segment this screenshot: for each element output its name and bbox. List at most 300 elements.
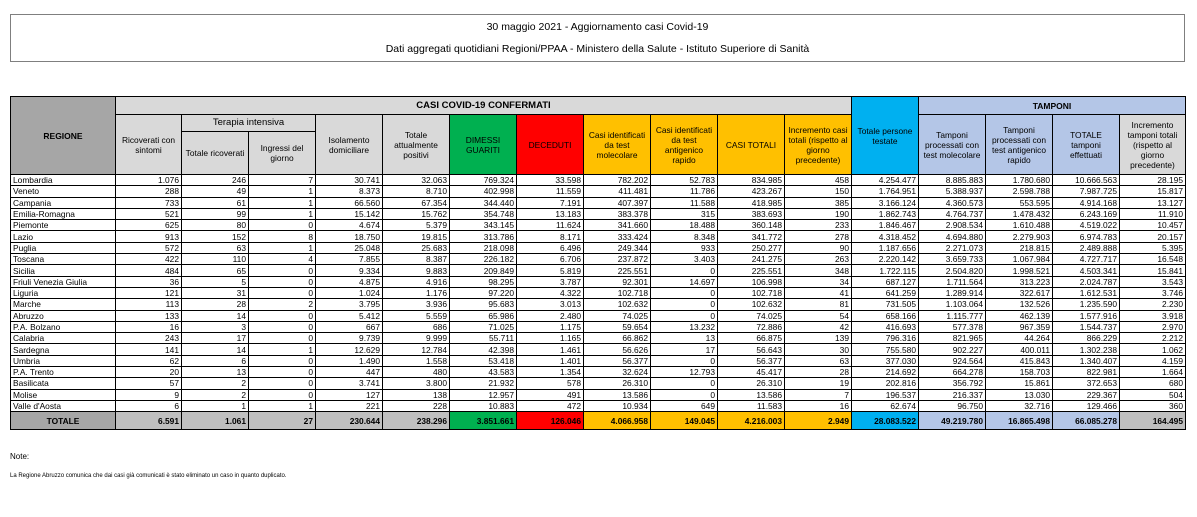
- value-cell: 4.519.022: [1053, 220, 1120, 231]
- region-name-cell: Friuli Venezia Giulia: [11, 276, 116, 287]
- table-row: [11, 400, 1186, 411]
- value-cell: 54: [785, 310, 852, 321]
- header-attualmente-positivi: Totale attualmente positivi: [383, 115, 450, 175]
- value-cell: 96.750: [919, 400, 986, 411]
- value-cell: 553.595: [986, 197, 1053, 208]
- value-cell: 1.340.407: [1053, 355, 1120, 366]
- header-isolamento: Isolamento domiciliare: [316, 115, 383, 175]
- table-row: [11, 389, 1186, 400]
- value-cell: 56.626: [584, 344, 651, 355]
- report-title: 30 maggio 2021 - Aggiornamento casi Covid-19: [486, 21, 709, 33]
- value-cell: 3.659.733: [919, 254, 986, 265]
- value-cell: 402.998: [450, 186, 517, 197]
- value-cell: 3.936: [383, 299, 450, 310]
- value-cell: 30: [785, 344, 852, 355]
- header-incremento-casi: Incremento casi totali (rispetto al giorno precedente): [785, 115, 852, 175]
- value-cell: 313.786: [450, 231, 517, 242]
- value-cell: 11.559: [517, 186, 584, 197]
- value-cell: 32.716: [986, 400, 1053, 411]
- value-cell: 447: [316, 367, 383, 378]
- value-cell: 796.316: [852, 333, 919, 344]
- value-cell: 74.025: [718, 310, 785, 321]
- value-cell: 13.232: [651, 321, 718, 332]
- value-cell: 98.295: [450, 276, 517, 287]
- region-name-cell: Marche: [11, 299, 116, 310]
- value-cell: 14.697: [651, 276, 718, 287]
- value-cell: 7.987.725: [1053, 186, 1120, 197]
- value-cell: 1.722.115: [852, 265, 919, 276]
- value-cell: 4.875: [316, 276, 383, 287]
- value-cell: 3.795: [316, 299, 383, 310]
- region-name-cell: Toscana: [11, 254, 116, 265]
- value-cell: 25.048: [316, 242, 383, 253]
- value-cell: 11.588: [651, 197, 718, 208]
- table-row: [11, 197, 1186, 208]
- value-cell: 1.235.590: [1053, 299, 1120, 310]
- table-row: [11, 220, 1186, 231]
- region-name-cell: Piemonte: [11, 220, 116, 231]
- value-cell: 0: [651, 378, 718, 389]
- value-cell: 1.846.467: [852, 220, 919, 231]
- value-cell: 202.816: [852, 378, 919, 389]
- value-cell: 52.783: [651, 175, 718, 186]
- region-name-cell: P.A. Trento: [11, 367, 116, 378]
- value-cell: 1.187.656: [852, 242, 919, 253]
- table-row: [11, 344, 1186, 355]
- value-cell: 313.223: [986, 276, 1053, 287]
- value-cell: 214.692: [852, 367, 919, 378]
- value-cell: 3.787: [517, 276, 584, 287]
- header-regione: REGIONE: [11, 97, 116, 175]
- value-cell: 71.025: [450, 321, 517, 332]
- value-cell: 7: [249, 175, 316, 186]
- value-cell: 341.772: [718, 231, 785, 242]
- total-value-cell: 164.495: [1120, 412, 1186, 430]
- value-cell: 2.212: [1120, 333, 1186, 344]
- header-deceduti: DECEDUTI: [517, 115, 584, 175]
- value-cell: 407.397: [584, 197, 651, 208]
- table-row: [11, 242, 1186, 253]
- value-cell: 834.985: [718, 175, 785, 186]
- value-cell: 9: [116, 389, 182, 400]
- value-cell: 416.693: [852, 321, 919, 332]
- report-subtitle: Dati aggregati quotidiani Regioni/PPAA - Ministero della Salute - Istituto Superiore di Sanità: [385, 43, 810, 55]
- value-cell: 1.165: [517, 333, 584, 344]
- notes-text: La Regione Abruzzo comunica che dai casi già comunicati è stato eliminato un caso in quanto duplicato.: [10, 473, 287, 479]
- value-cell: 19: [785, 378, 852, 389]
- value-cell: 769.324: [450, 175, 517, 186]
- value-cell: 572: [116, 242, 182, 253]
- value-cell: 11.910: [1120, 208, 1186, 219]
- value-cell: 7: [785, 389, 852, 400]
- header-ti-ingressi: Ingressi del giorno: [249, 132, 316, 175]
- value-cell: 2.970: [1120, 321, 1186, 332]
- value-cell: 1.302.238: [1053, 344, 1120, 355]
- value-cell: 315: [651, 208, 718, 219]
- value-cell: 152: [182, 231, 249, 242]
- value-cell: 43.583: [450, 367, 517, 378]
- header-group-casi: CASI COVID-19 CONFERMATI: [116, 97, 852, 115]
- table-row: [11, 175, 1186, 186]
- value-cell: 30.741: [316, 175, 383, 186]
- value-cell: 95.683: [450, 299, 517, 310]
- value-cell: 44.264: [986, 333, 1053, 344]
- header-casi-totali: CASI TOTALI: [718, 115, 785, 175]
- value-cell: 56.377: [584, 355, 651, 366]
- value-cell: 221: [316, 400, 383, 411]
- value-cell: 1.490: [316, 355, 383, 366]
- value-cell: 21.932: [450, 378, 517, 389]
- value-cell: 139: [785, 333, 852, 344]
- value-cell: 344.440: [450, 197, 517, 208]
- table-row: [11, 310, 1186, 321]
- value-cell: 1.764.951: [852, 186, 919, 197]
- table-row: [11, 287, 1186, 298]
- value-cell: 521: [116, 208, 182, 219]
- value-cell: 196.537: [852, 389, 919, 400]
- value-cell: 11.786: [651, 186, 718, 197]
- table-row: [11, 355, 1186, 366]
- value-cell: 1: [249, 197, 316, 208]
- value-cell: 333.424: [584, 231, 651, 242]
- value-cell: 9.999: [383, 333, 450, 344]
- header-tamponi-antigenico: Tamponi processati con test antigenico rapido: [986, 115, 1053, 175]
- total-value-cell: 238.296: [383, 412, 450, 430]
- value-cell: 680: [1120, 378, 1186, 389]
- value-cell: 15.142: [316, 208, 383, 219]
- value-cell: 45.417: [718, 367, 785, 378]
- value-cell: 641.259: [852, 287, 919, 298]
- value-cell: 2.230: [1120, 299, 1186, 310]
- value-cell: 20: [116, 367, 182, 378]
- value-cell: 102.632: [718, 299, 785, 310]
- value-cell: 2.220.142: [852, 254, 919, 265]
- header-dimessi: DIMESSI GUARITI: [450, 115, 517, 175]
- value-cell: 1.544.737: [1053, 321, 1120, 332]
- total-value-cell: 126.046: [517, 412, 584, 430]
- value-cell: 2: [182, 378, 249, 389]
- total-value-cell: 2.949: [785, 412, 852, 430]
- region-name-cell: Emilia-Romagna: [11, 208, 116, 219]
- value-cell: 278: [785, 231, 852, 242]
- value-cell: 383.693: [718, 208, 785, 219]
- value-cell: 4.914.168: [1053, 197, 1120, 208]
- table-row: [11, 265, 1186, 276]
- value-cell: 141: [116, 344, 182, 355]
- region-name-cell: Lazio: [11, 231, 116, 242]
- value-cell: 13.586: [584, 389, 651, 400]
- value-cell: 360.148: [718, 220, 785, 231]
- region-name-cell: Valle d'Aosta: [11, 400, 116, 411]
- value-cell: 209.849: [450, 265, 517, 276]
- header-terapia-intensiva: Terapia intensiva: [182, 115, 316, 132]
- region-name-cell: P.A. Bolzano: [11, 321, 116, 332]
- value-cell: 1.577.916: [1053, 310, 1120, 321]
- value-cell: 228: [383, 400, 450, 411]
- value-cell: 400.011: [986, 344, 1053, 355]
- value-cell: 1.558: [383, 355, 450, 366]
- value-cell: 341.660: [584, 220, 651, 231]
- region-name-cell: Umbria: [11, 355, 116, 366]
- value-cell: 3.918: [1120, 310, 1186, 321]
- value-cell: 8.710: [383, 186, 450, 197]
- value-cell: 14: [182, 310, 249, 321]
- value-cell: 3.746: [1120, 287, 1186, 298]
- value-cell: 967.359: [986, 321, 1053, 332]
- covid-data-table: [10, 96, 1186, 430]
- table-row: [11, 378, 1186, 389]
- value-cell: 5.395: [1120, 242, 1186, 253]
- value-cell: 99: [182, 208, 249, 219]
- value-cell: 53.418: [450, 355, 517, 366]
- value-cell: 667: [316, 321, 383, 332]
- value-cell: 423.267: [718, 186, 785, 197]
- value-cell: 9.883: [383, 265, 450, 276]
- table-row: [11, 276, 1186, 287]
- value-cell: 121: [116, 287, 182, 298]
- value-cell: 5.819: [517, 265, 584, 276]
- value-cell: 158.703: [986, 367, 1053, 378]
- value-cell: 9.739: [316, 333, 383, 344]
- value-cell: 250.277: [718, 242, 785, 253]
- value-cell: 11.624: [517, 220, 584, 231]
- value-cell: 577.378: [919, 321, 986, 332]
- value-cell: 14: [182, 344, 249, 355]
- value-cell: 13: [651, 333, 718, 344]
- value-cell: 658.166: [852, 310, 919, 321]
- value-cell: 20.157: [1120, 231, 1186, 242]
- header-ti-totale: Totale ricoverati: [182, 132, 249, 175]
- value-cell: 1.664: [1120, 367, 1186, 378]
- value-cell: 233: [785, 220, 852, 231]
- value-cell: 322.617: [986, 287, 1053, 298]
- total-value-cell: 6.591: [116, 412, 182, 430]
- value-cell: 113: [116, 299, 182, 310]
- value-cell: 5.379: [383, 220, 450, 231]
- value-cell: 1.067.984: [986, 254, 1053, 265]
- value-cell: 1: [249, 208, 316, 219]
- total-value-cell: 149.045: [651, 412, 718, 430]
- value-cell: 42: [785, 321, 852, 332]
- value-cell: 0: [249, 389, 316, 400]
- value-cell: 686: [383, 321, 450, 332]
- region-name-cell: Puglia: [11, 242, 116, 253]
- value-cell: 0: [651, 389, 718, 400]
- value-cell: 216.337: [919, 389, 986, 400]
- value-cell: 0: [249, 333, 316, 344]
- value-cell: 41: [785, 287, 852, 298]
- value-cell: 385: [785, 197, 852, 208]
- value-cell: 0: [249, 367, 316, 378]
- table-row: [11, 186, 1186, 197]
- value-cell: 418.985: [718, 197, 785, 208]
- value-cell: 225.551: [584, 265, 651, 276]
- value-cell: 10.457: [1120, 220, 1186, 231]
- value-cell: 458: [785, 175, 852, 186]
- value-cell: 13.183: [517, 208, 584, 219]
- value-cell: 138: [383, 389, 450, 400]
- table-row: [11, 208, 1186, 219]
- value-cell: 10.666.563: [1053, 175, 1120, 186]
- value-cell: 6.496: [517, 242, 584, 253]
- value-cell: 625: [116, 220, 182, 231]
- value-cell: 0: [651, 299, 718, 310]
- value-cell: 821.965: [919, 333, 986, 344]
- value-cell: 10.934: [584, 400, 651, 411]
- value-cell: 6.974.783: [1053, 231, 1120, 242]
- value-cell: 1.998.521: [986, 265, 1053, 276]
- total-value-cell: 4.066.958: [584, 412, 651, 430]
- total-value-cell: 28.083.522: [852, 412, 919, 430]
- value-cell: 354.748: [450, 208, 517, 219]
- value-cell: 5.412: [316, 310, 383, 321]
- value-cell: 1.401: [517, 355, 584, 366]
- value-cell: 782.202: [584, 175, 651, 186]
- value-cell: 28.195: [1120, 175, 1186, 186]
- value-cell: 2.504.820: [919, 265, 986, 276]
- value-cell: 6.243.169: [1053, 208, 1120, 219]
- value-cell: 110: [182, 254, 249, 265]
- value-cell: 80: [182, 220, 249, 231]
- region-name-cell: Campania: [11, 197, 116, 208]
- value-cell: 4.159: [1120, 355, 1186, 366]
- region-name-cell: Calabria: [11, 333, 116, 344]
- table-row: [11, 321, 1186, 332]
- value-cell: 106.998: [718, 276, 785, 287]
- value-cell: 1.711.564: [919, 276, 986, 287]
- value-cell: 63: [182, 242, 249, 253]
- value-cell: 0: [249, 355, 316, 366]
- value-cell: 19.815: [383, 231, 450, 242]
- value-cell: 66.862: [584, 333, 651, 344]
- value-cell: 102.718: [584, 287, 651, 298]
- value-cell: 66.875: [718, 333, 785, 344]
- value-cell: 1.289.914: [919, 287, 986, 298]
- value-cell: 8.387: [383, 254, 450, 265]
- region-name-cell: Sicilia: [11, 265, 116, 276]
- table-row: [11, 231, 1186, 242]
- value-cell: 913: [116, 231, 182, 242]
- value-cell: 63: [785, 355, 852, 366]
- value-cell: 4.764.737: [919, 208, 986, 219]
- region-name-cell: Sardegna: [11, 344, 116, 355]
- value-cell: 1: [249, 400, 316, 411]
- value-cell: 0: [249, 276, 316, 287]
- value-cell: 66.560: [316, 197, 383, 208]
- value-cell: 383.378: [584, 208, 651, 219]
- value-cell: 34: [785, 276, 852, 287]
- totals-row: [11, 412, 1186, 430]
- value-cell: 731.505: [852, 299, 919, 310]
- value-cell: 150: [785, 186, 852, 197]
- value-cell: 0: [249, 265, 316, 276]
- value-cell: 102.632: [584, 299, 651, 310]
- value-cell: 92.301: [584, 276, 651, 287]
- value-cell: 72.886: [718, 321, 785, 332]
- region-name-cell: Basilicata: [11, 378, 116, 389]
- value-cell: 190: [785, 208, 852, 219]
- value-cell: 1: [249, 344, 316, 355]
- value-cell: 15.762: [383, 208, 450, 219]
- value-cell: 6: [116, 400, 182, 411]
- value-cell: 6.706: [517, 254, 584, 265]
- value-cell: 12.957: [450, 389, 517, 400]
- value-cell: 1.862.743: [852, 208, 919, 219]
- header-persone-testate: Totale persone testate: [852, 97, 919, 175]
- value-cell: 4: [249, 254, 316, 265]
- value-cell: 687.127: [852, 276, 919, 287]
- value-cell: 218.098: [450, 242, 517, 253]
- value-cell: 2.598.788: [986, 186, 1053, 197]
- value-cell: 11.583: [718, 400, 785, 411]
- value-cell: 1.175: [517, 321, 584, 332]
- value-cell: 348: [785, 265, 852, 276]
- value-cell: 755.580: [852, 344, 919, 355]
- value-cell: 57: [116, 378, 182, 389]
- value-cell: 1.612.531: [1053, 287, 1120, 298]
- header-group-tamponi: TAMPONI: [919, 97, 1186, 115]
- value-cell: 0: [651, 355, 718, 366]
- header-tamponi-molecolare: Tamponi processati con test molecolare: [919, 115, 986, 175]
- table-row: [11, 299, 1186, 310]
- value-cell: 504: [1120, 389, 1186, 400]
- value-cell: 65: [182, 265, 249, 276]
- value-cell: 822.981: [1053, 367, 1120, 378]
- value-cell: 42.398: [450, 344, 517, 355]
- value-cell: 4.916: [383, 276, 450, 287]
- value-cell: 0: [249, 287, 316, 298]
- value-cell: 462.139: [986, 310, 1053, 321]
- value-cell: 9.334: [316, 265, 383, 276]
- value-cell: 97.220: [450, 287, 517, 298]
- value-cell: 3.800: [383, 378, 450, 389]
- total-value-cell: 16.865.498: [986, 412, 1053, 430]
- value-cell: 0: [249, 310, 316, 321]
- value-cell: 56.643: [718, 344, 785, 355]
- value-cell: 0: [651, 287, 718, 298]
- value-cell: 4.674: [316, 220, 383, 231]
- value-cell: 15.861: [986, 378, 1053, 389]
- value-cell: 6: [182, 355, 249, 366]
- value-cell: 32.624: [584, 367, 651, 378]
- value-cell: 226.182: [450, 254, 517, 265]
- value-cell: 1.478.432: [986, 208, 1053, 219]
- value-cell: 1.354: [517, 367, 584, 378]
- value-cell: 74.025: [584, 310, 651, 321]
- value-cell: 49: [182, 186, 249, 197]
- total-value-cell: 1.061: [182, 412, 249, 430]
- value-cell: 2.271.073: [919, 242, 986, 253]
- value-cell: 480: [383, 367, 450, 378]
- value-cell: 218.815: [986, 242, 1053, 253]
- value-cell: 2: [249, 299, 316, 310]
- value-cell: 1.176: [383, 287, 450, 298]
- table-row: [11, 367, 1186, 378]
- value-cell: 12.784: [383, 344, 450, 355]
- header-casi-antigenico: Casi identificati da test antigenico rapido: [651, 115, 718, 175]
- value-cell: 81: [785, 299, 852, 310]
- value-cell: 2.024.787: [1053, 276, 1120, 287]
- value-cell: 0: [651, 310, 718, 321]
- value-cell: 127: [316, 389, 383, 400]
- total-value-cell: 3.851.661: [450, 412, 517, 430]
- value-cell: 1.076: [116, 175, 182, 186]
- value-cell: 62.674: [852, 400, 919, 411]
- value-cell: 133: [116, 310, 182, 321]
- value-cell: 62: [116, 355, 182, 366]
- value-cell: 263: [785, 254, 852, 265]
- total-value-cell: 4.216.003: [718, 412, 785, 430]
